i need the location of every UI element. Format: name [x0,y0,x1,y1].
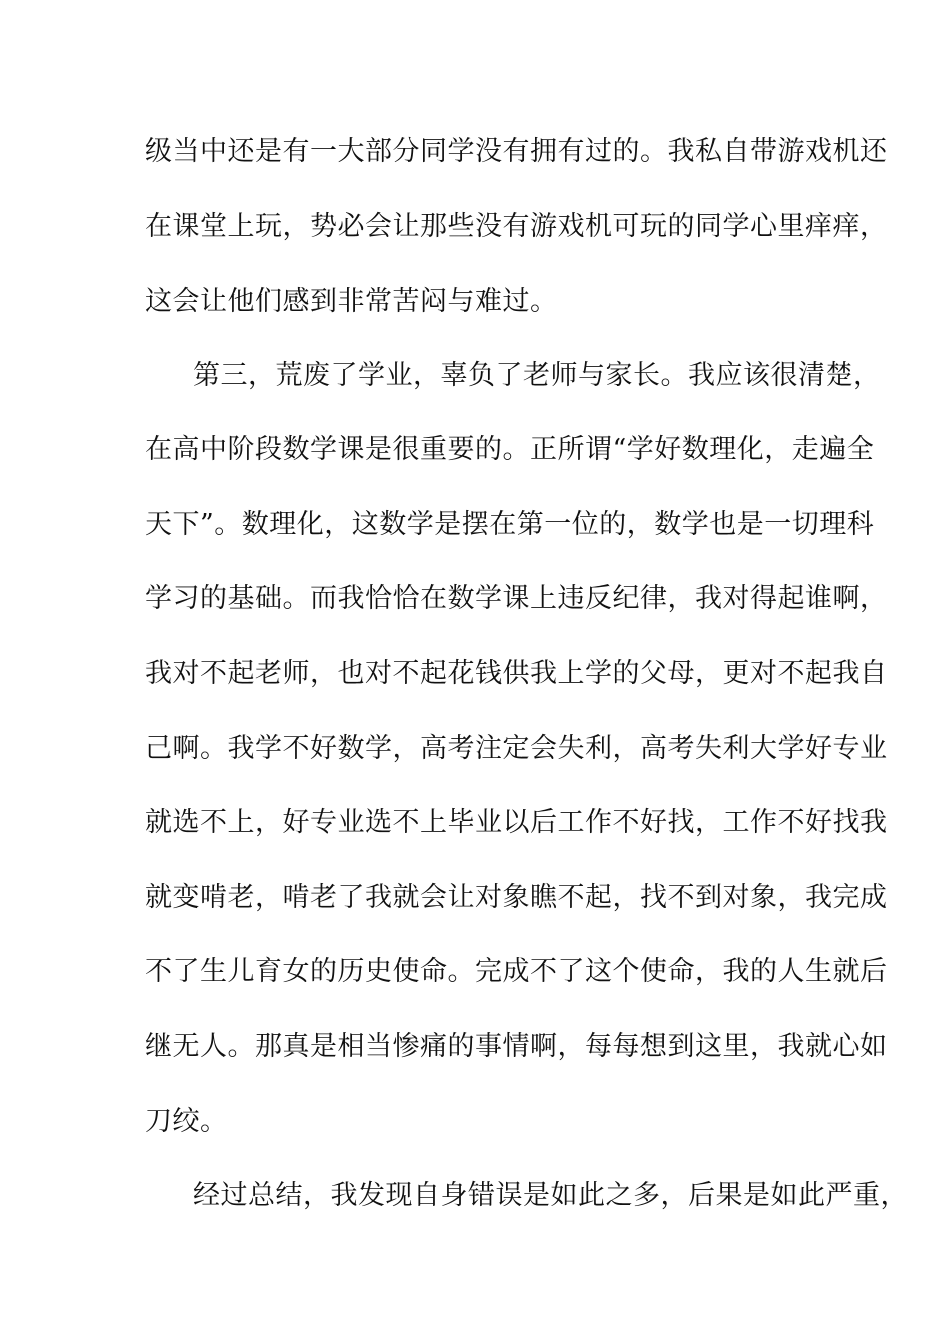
text-line: 不了生儿育女的历史使命。完成不了这个使命，我的人生就后 [145,956,888,987]
text-line: 在课堂上玩，势必会让那些没有游戏机可玩的同学心里痒痒， [145,211,888,242]
text-line: 级当中还是有一大部分同学没有拥有过的。我私自带游戏机还 [145,136,888,167]
text-line: 继无人。那真是相当惨痛的事情啊，每每想到这里，我就心如 [145,1031,888,1062]
text-line: 就选不上，好专业选不上毕业以后工作不好找，工作不好找我 [145,807,888,838]
text-line: 己啊。我学不好数学，高考注定会失利，高考失利大学好专业 [145,733,888,764]
text-line: 就变啃老，啃老了我就会让对象瞧不起，找不到对象，我完成 [145,882,888,913]
paragraph-start-line: 第三，荒废了学业，辜负了老师与家长。我应该很清楚， [193,360,881,391]
text-line: 这会让他们感到非常苦闷与难过。 [145,286,558,317]
text-line: 刀绞。 [145,1106,228,1137]
text-line: 天下”。数理化，这数学是摆在第一位的，数学也是一切理科 [145,509,875,540]
text-line: 在高中阶段数学课是很重要的。正所谓“学好数理化，走遍全 [145,434,875,465]
text-line: 我对不起老师，也对不起花钱供我上学的父母，更对不起我自 [145,658,888,689]
text-line: 学习的基础。而我恰恰在数学课上违反纪律，我对得起谁啊， [145,583,888,614]
paragraph-start-line: 经过总结，我发现自身错误是如此之多，后果是如此严重， [193,1180,908,1211]
